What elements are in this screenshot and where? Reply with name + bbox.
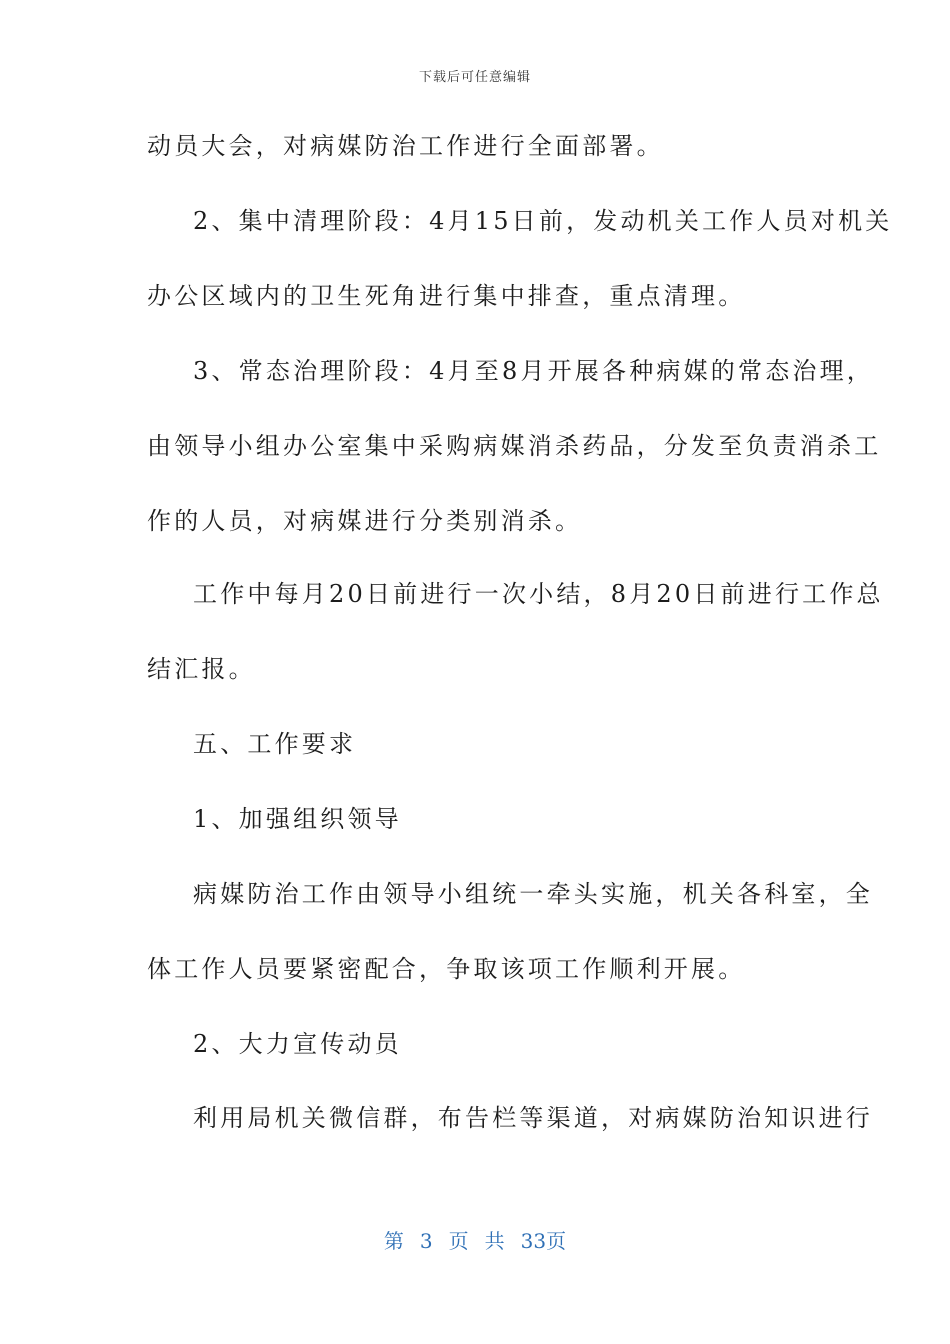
body-line: 由领导小组办公室集中采购病媒消杀药品，分发至负责消杀工 [147,432,882,460]
body-line: 结汇报。 [147,655,256,683]
section-heading: 五、工作要求 [193,730,357,758]
body-line: 3、常态治理阶段：4月至8月开展各种病媒的常态治理， [193,357,875,385]
page-footer [0,1225,950,1254]
subsection-heading: 2、大力宣传动员 [193,1030,402,1058]
body-line: 办公区域内的卫生死角进行集中排查，重点清理。 [147,282,746,310]
body-line: 动员大会，对病媒防治工作进行全面部署。 [147,132,664,160]
footer-current-page: 3 [419,1229,433,1253]
footer-unit-label: 页 [448,1229,469,1253]
footer-total-pages: 33页 [520,1229,567,1253]
body-line: 体工作人员要紧密配合，争取该项工作顺利开展。 [147,955,746,983]
footer-page-label: 第 [383,1229,404,1253]
footer-total-label: 共 [484,1229,505,1253]
body-line: 2、集中清理阶段：4月15日前，发动机关工作人员对机关 [193,207,893,235]
body-line: 利用局机关微信群，布告栏等渠道，对病媒防治知识进行 [193,1104,873,1132]
body-line: 工作中每月20日前进行一次小结，8月20日前进行工作总 [193,580,884,608]
body-line: 病媒防治工作由领导小组统一牵头实施，机关各科室，全 [193,880,873,908]
subsection-heading: 1、加强组织领导 [193,805,402,833]
page-header-note: 下载后可任意编辑 [418,70,531,85]
body-line: 作的人员，对病媒进行分类别消杀。 [147,507,583,535]
